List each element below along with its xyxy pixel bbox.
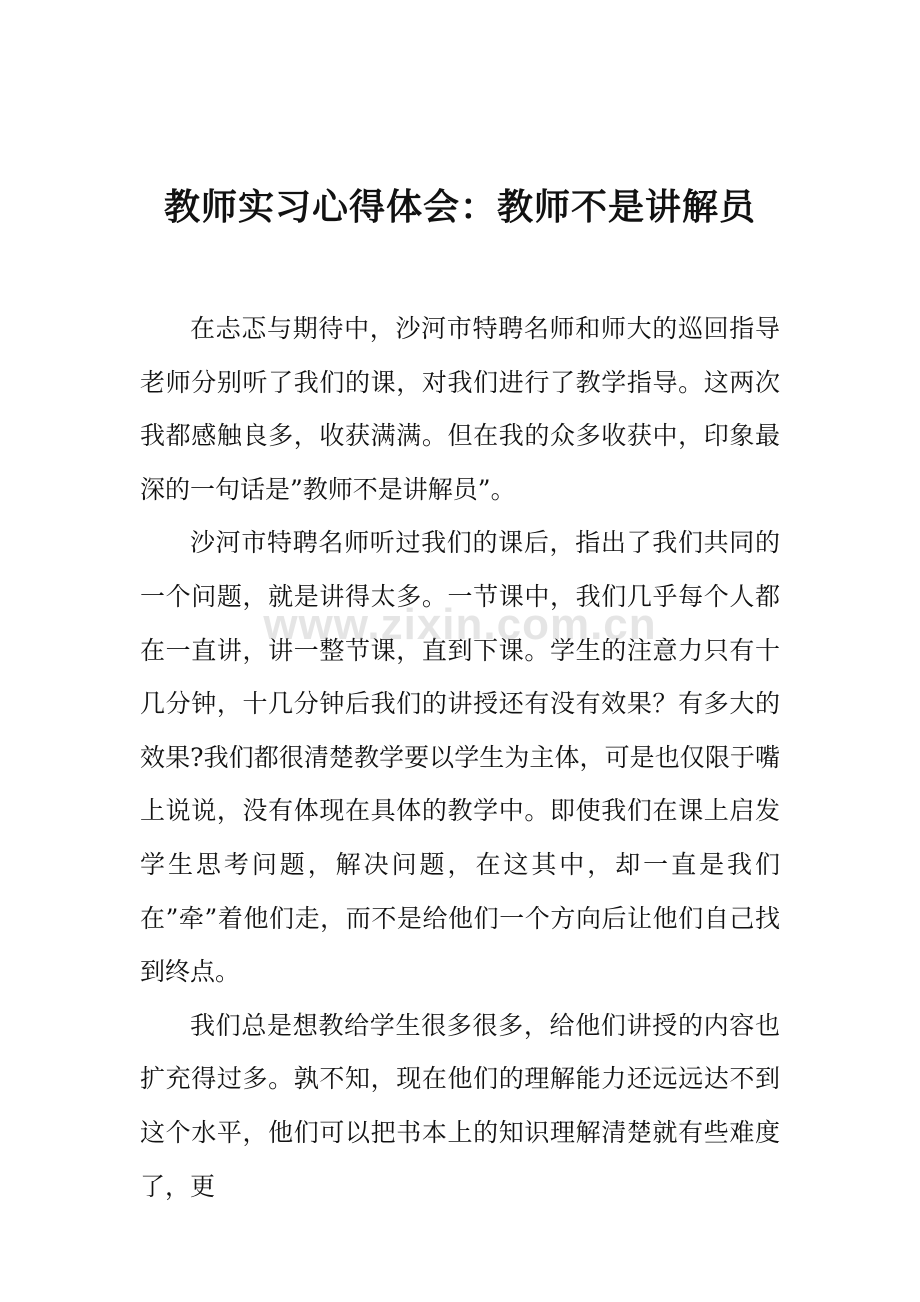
paragraph-2: 沙河市特聘名师听过我们的课后，指出了我们共同的一个问题，就是讲得太多。一节课中，我们几乎每个人都在一直讲，讲一整节课，直到下课。学生的注意力只有十几分钟，十几分钟后我们的讲授还有没有效果？有多大的效果?我们都很清楚教学要以学生为主体，可是也仅限于嘴上说说，没有体现在具体的教学中。即使我们在课上启发学生思考问题，解决问题，在这其中，却一直是我们在”牵”着他们走，而不是给他们一个方向后让他们自己找到终点。 [140,528,780,987]
watermark: www.zixin.com.cn [263,600,657,649]
document-title: 教师实习心得体会：教师不是讲解员 [163,186,756,228]
paragraph-1: 在忐忑与期待中，沙河市特聘名师和师大的巡回指导老师分别听了我们的课，对我们进行了教学指导。这两次我都感触良多，收获满满。但在我的众多收获中，印象最深的一句话是”教师不是讲解员”。 [140,314,780,504]
paragraph-3: 我们总是想教给学生很多很多，给他们讲授的内容也扩充得过多。孰不知，现在他们的理解能力还远远达不到这个水平，他们可以把书本上的知识理解清楚就有些难度了，更 [140,1010,780,1201]
document-body [140,302,780,1213]
